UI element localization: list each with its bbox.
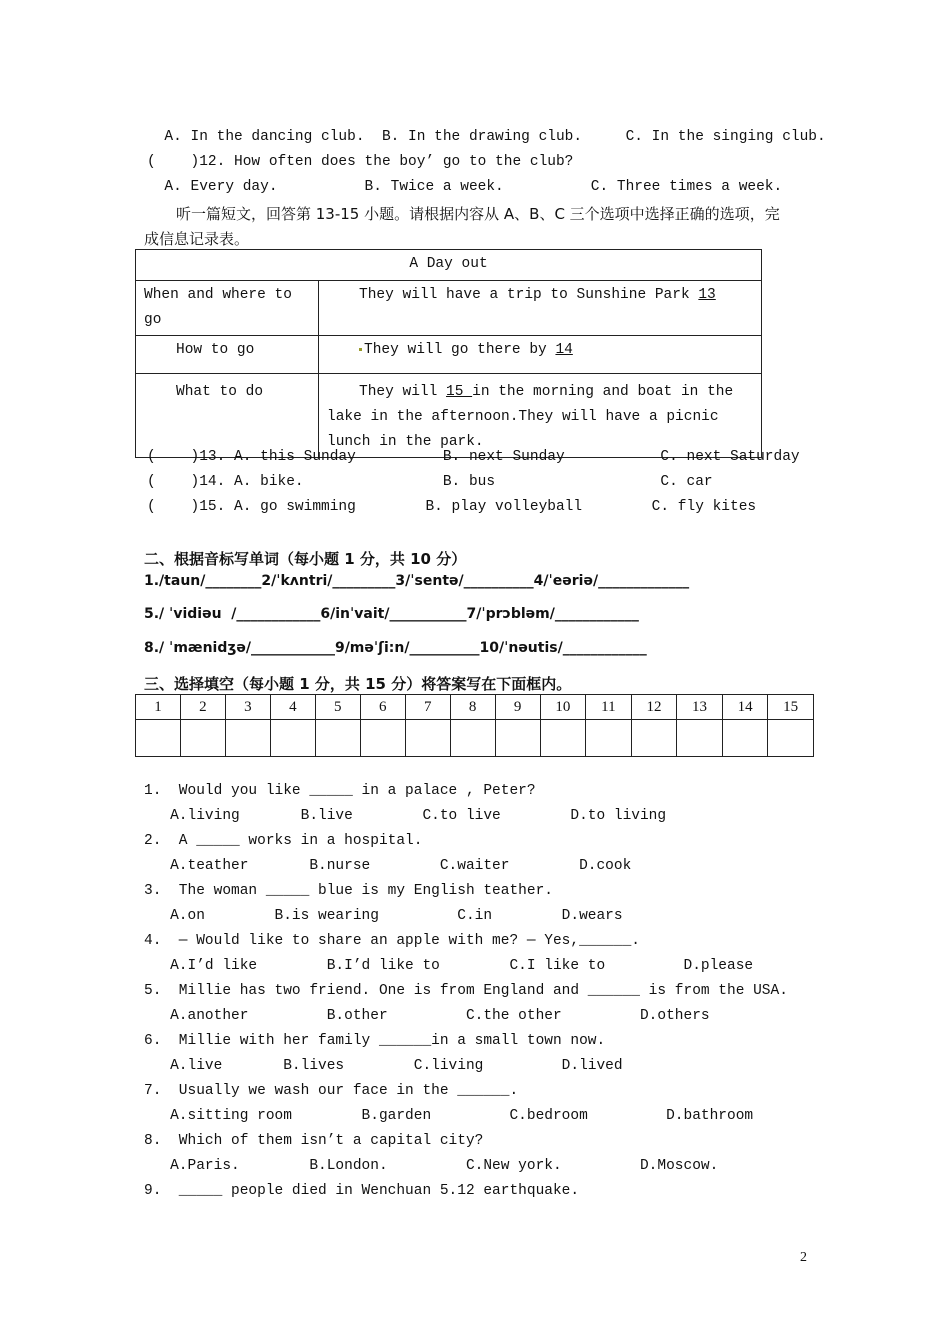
day-out-table: [135, 249, 762, 458]
question-6-options: A.live B.lives C.living D.lived: [144, 1058, 623, 1074]
question-1-stem: 1. Would you like _____ in a palace , Peter?: [144, 783, 536, 799]
row-when-where-content: They will have a trip to Sunshine Park 13: [319, 281, 762, 336]
answer-col-4: 4: [270, 695, 315, 720]
answer-cell[interactable]: [677, 720, 723, 757]
question-8-stem: 8. Which of them isn’t a capital city?: [144, 1133, 484, 1149]
answer-col-6: 6: [360, 695, 405, 720]
answer-cell[interactable]: [360, 720, 405, 757]
row-when-where-label: When and where to go: [136, 281, 319, 336]
q13-line: ( )13. A. this Sunday B. next Sunday C. next Saturday: [147, 449, 800, 465]
section3-title: 三、选择填空（每小题 1 分，共 15 分）将答案写在下面框内。: [144, 675, 572, 693]
q12-options: A. Every day. B. Twice a week. C. Three times a week.: [147, 179, 783, 195]
answer-cell[interactable]: [722, 720, 768, 757]
phonetic-line3: 8./ ˈmænidʒə/____________9/məˈʃi:n/__________10/ˈnəutis/____________: [144, 640, 647, 656]
row-how-label: How to go: [136, 336, 319, 374]
answer-cell[interactable]: [180, 720, 225, 757]
listen-instruction-line2: 成信息记录表。: [144, 230, 250, 248]
phonetic-line2: 5./ ˈvidiəu /____________6/inˈvait/___________7/ˈprɔbləm/____________: [144, 606, 639, 622]
question-3-options: A.on B.is wearing C.in D.wears: [144, 908, 623, 924]
question-4-stem: 4. — Would like to share an apple with me? — Yes,______.: [144, 933, 640, 949]
question-7-options: A.sitting room B.garden C.bedroom D.bathroom: [144, 1108, 754, 1124]
answer-cell[interactable]: [136, 720, 181, 757]
answer-col-7: 7: [405, 695, 450, 720]
answer-col-11: 11: [586, 695, 632, 720]
answer-col-13: 13: [677, 695, 723, 720]
answer-cell[interactable]: [586, 720, 632, 757]
listen-instruction-line1: 听一篇短文，回答第 13-15 小题。请根据内容从 A、B、C 三个选项中选择正确的选项，完: [176, 205, 780, 223]
answer-cell[interactable]: [405, 720, 450, 757]
answer-cell[interactable]: [768, 720, 814, 757]
section2-title: 二、根据音标写单词（每小题 1 分，共 10 分）: [144, 550, 467, 568]
question-2-options: A.teather B.nurse C.waiter D.cook: [144, 858, 632, 874]
phonetic-line1: 1./taun/________2/ˈkʌntri/_________3/ˈsentə/__________4/ˈeəriə/_____________: [144, 573, 690, 589]
dot-mark: [359, 348, 362, 351]
answer-grid-blank-row: [136, 720, 814, 757]
question-3-stem: 3. The woman _____ blue is my English teather.: [144, 883, 553, 899]
question-8-options: A.Paris. B.London. C.New york. D.Moscow.: [144, 1158, 719, 1174]
row-what-label: What to do: [136, 374, 319, 458]
answer-grid-header: [136, 695, 814, 720]
answer-col-15: 15: [768, 695, 814, 720]
question-9-stem: 9. _____ people died in Wenchuan 5.12 earthquake.: [144, 1183, 580, 1199]
day-out-title: A Day out: [136, 250, 762, 281]
answer-col-14: 14: [722, 695, 768, 720]
page-number: 2: [800, 1250, 807, 1265]
answer-col-10: 10: [540, 695, 586, 720]
answer-col-2: 2: [180, 695, 225, 720]
answer-cell[interactable]: [450, 720, 495, 757]
q12-stem: ( )12. How often does the boy’ go to the club?: [147, 154, 574, 170]
question-2-stem: 2. A _____ works in a hospital.: [144, 833, 423, 849]
answer-cell[interactable]: [540, 720, 586, 757]
answer-cell[interactable]: [315, 720, 360, 757]
question-5-stem: 5. Millie has two friend. One is from England and ______ is from the USA.: [144, 983, 788, 999]
answer-cell[interactable]: [631, 720, 677, 757]
row-how-content: They will go there by 14: [319, 336, 762, 374]
question-1-options: A.living B.live C.to live D.to living: [144, 808, 667, 824]
q15-line: ( )15. A. go swimming B. play volleyball C. fly kites: [147, 499, 757, 515]
answer-grid: [135, 694, 814, 757]
answer-col-5: 5: [315, 695, 360, 720]
answer-col-3: 3: [225, 695, 270, 720]
answer-col-9: 9: [495, 695, 540, 720]
q11-options: A. In the dancing club. B. In the drawing club. C. In the singing club.: [147, 129, 826, 145]
answer-cell[interactable]: [270, 720, 315, 757]
blank-14[interactable]: 14: [555, 342, 573, 358]
answer-col-8: 8: [450, 695, 495, 720]
question-7-stem: 7. Usually we wash our face in the ______.: [144, 1083, 519, 1099]
row-what-content: They will 15 in the morning and boat in the lake in the afternoon.They will have a picnic lunch in the park.: [319, 374, 762, 458]
answer-col-12: 12: [631, 695, 677, 720]
answer-cell[interactable]: [495, 720, 540, 757]
answer-col-1: 1: [136, 695, 181, 720]
question-5-options: A.another B.other C.the other D.others: [144, 1008, 710, 1024]
blank-13[interactable]: 13: [698, 287, 716, 303]
question-6-stem: 6. Millie with her family ______in a small town now.: [144, 1033, 606, 1049]
blank-15[interactable]: 15: [446, 384, 473, 400]
q14-line: ( )14. A. bike. B. bus C. car: [147, 474, 713, 490]
question-4-options: A.I’d like B.I’d like to C.I like to D.please: [144, 958, 754, 974]
answer-cell[interactable]: [225, 720, 270, 757]
